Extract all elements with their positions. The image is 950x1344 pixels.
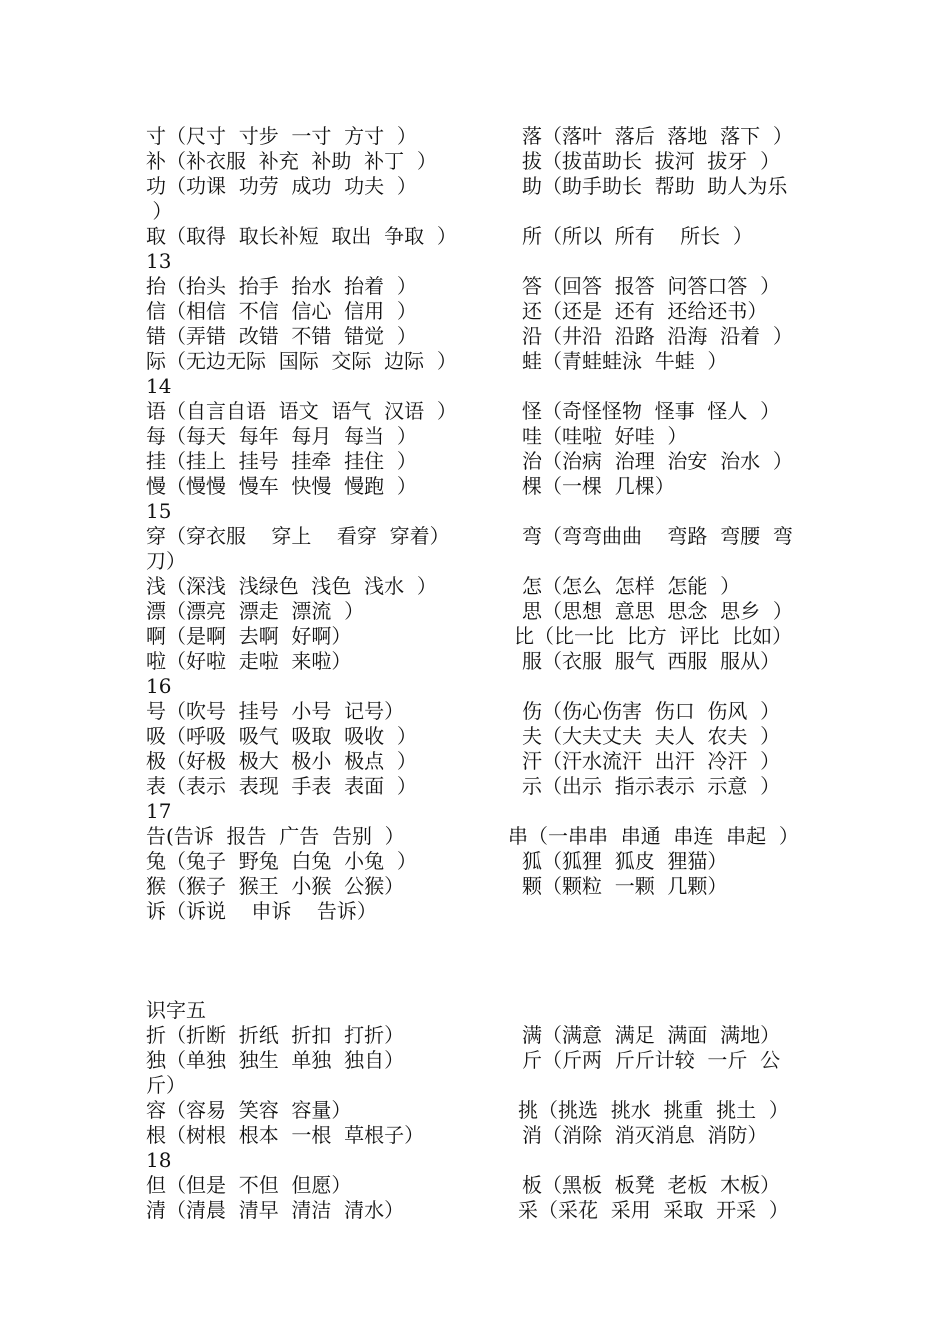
vocab-entry-left: 慢（慢慢 慢车 快慢 慢跑 ） [146,474,417,498]
vocab-entry-right: 哇（哇啦 好哇 ） [522,424,688,448]
vocab-entry-left: 猴（猴子 猴王 小猴 公猴） [146,874,405,898]
vocab-entry-right: 狐（狐狸 狐皮 狸猫） [522,849,728,873]
vocab-entry-right: 挑（挑选 挑水 挑重 挑土 ） [518,1098,789,1122]
vocab-entry-left: 诉（诉说 申诉 告诉） [146,899,377,923]
vocab-entry-right: 串（一串串 串通 串连 串起 ） [508,824,799,848]
vocab-entry-right: 汗（汗水流汗 出汗 冷汗 ） [522,749,781,773]
vocab-row [0,524,950,549]
vocab-entry-right: 斤（斤两 斤斤计较 一斤 公 [522,1048,781,1072]
vocab-entry-left: 信（相信 不信 信心 信用 ） [146,299,417,323]
vocab-row [0,1123,950,1148]
vocab-row [0,749,950,774]
vocab-row [0,1048,950,1073]
vocab-entry-right: 比（比一比 比方 评比 比如） [514,624,793,648]
vocab-entry-left: 寸（尺寸 寸步 一寸 方寸 ） [146,124,417,148]
vocab-row [0,699,950,724]
section-title: 识字五 [146,998,206,1022]
vocab-entry-left: 容（容易 笑容 容量） [146,1098,352,1122]
vocab-row [0,899,950,924]
vocab-entry-right: 怪（奇怪怪物 怪事 怪人 ） [522,399,781,423]
vocab-row [0,849,950,874]
vocab-entry-right: 落（落叶 落后 落地 落下 ） [522,124,793,148]
vocab-row-continuation [0,549,950,574]
vocab-entry-left: 告(告诉 报告 广告 告别 ） [146,824,405,848]
vocab-entry-left: 漂（漂亮 漂走 漂流 ） [146,599,365,623]
vocab-entry-right: 消（消除 消灭消息 消防） [522,1123,768,1147]
vocab-row [0,124,950,149]
vocab-row-continuation [0,1073,950,1098]
lesson-number: 17 [146,799,172,823]
vocab-entry-right: 答（回答 报答 问答口答 ） [522,274,781,298]
vocab-row [0,1173,950,1198]
vocab-entry-right: 蛙（青蛙蛙泳 牛蛙 ） [522,349,728,373]
vocab-entry-left: 斤） [146,1073,186,1097]
vocab-entry-left: 补（补衣服 补充 补助 补丁 ） [146,149,437,173]
vocab-entry-left: 际（无边无际 国际 交际 边际 ） [146,349,457,373]
vocab-entry-right: 板（黑板 板凳 老板 木板） [522,1173,781,1197]
vocab-row [0,149,950,174]
vocab-entry-right: 沿（井沿 沿路 沿海 沿着 ） [522,324,793,348]
vocab-row [0,324,950,349]
vocab-entry-left: 抬（抬头 抬手 抬水 抬着 ） [146,274,417,298]
vocab-entry-left: ） [146,199,173,223]
vocab-entry-left: 语（自言自语 语文 语气 汉语 ） [146,399,457,423]
vocab-row [0,1023,950,1048]
vocab-entry-left: 啦（好啦 走啦 来啦） [146,649,352,673]
vocab-entry-left: 挂（挂上 挂号 挂牵 挂住 ） [146,449,417,473]
vocab-row [0,299,950,324]
vocab-entry-left: 取（取得 取长补短 取出 争取 ） [146,224,457,248]
vocab-row [0,399,950,424]
vocab-entry-left: 折（折断 折纸 折扣 打折） [146,1023,405,1047]
vocab-entry-left: 刀） [146,549,186,573]
vocab-entry-left: 独（单独 独生 单独 独自） [146,1048,405,1072]
vocab-row [0,474,950,499]
vocab-row [0,174,950,199]
vocab-row [0,724,950,749]
vocab-entry-right: 示（出示 指示表示 示意 ） [522,774,781,798]
vocab-row [0,224,950,249]
vocab-entry-right: 拔（拔苗助长 拔河 拔牙 ） [522,149,781,173]
vocab-row [0,599,950,624]
vocab-entry-right: 满（满意 满足 满面 满地） [522,1023,781,1047]
vocab-entry-left: 清（清晨 清早 清洁 清水） [146,1198,405,1222]
vocab-entry-right: 服（衣服 服气 西服 服从） [522,649,781,673]
vocab-entry-left: 每（每天 每年 每月 每当 ） [146,424,417,448]
vocab-row [0,274,950,299]
vocab-entry-right: 所（所以 所有 所长 ） [522,224,753,248]
vocab-row [0,424,950,449]
vocab-entry-left: 根（树根 根本 一根 草根子） [146,1123,425,1147]
vocab-entry-right: 治（治病 治理 治安 治水 ） [522,449,793,473]
vocab-row [0,624,950,649]
vocab-entry-left: 极（好极 极大 极小 极点 ） [146,749,417,773]
vocab-entry-right: 夫（大夫丈夫 夫人 农夫 ） [522,724,781,748]
vocab-entry-left: 错（弄错 改错 不错 错觉 ） [146,324,417,348]
vocab-entry-left: 功（功课 功劳 成功 功夫 ） [146,174,417,198]
vocab-entry-left: 表（表示 表现 手表 表面 ） [146,774,417,798]
lesson-number: 18 [146,1148,172,1172]
vocab-row [0,824,950,849]
lesson-number: 15 [146,499,172,523]
vocab-entry-left: 浅（深浅 浅绿色 浅色 浅水 ） [146,574,437,598]
lesson-number: 16 [146,674,172,698]
vocab-entry-right: 伤（伤心伤害 伤口 伤风 ） [522,699,781,723]
vocab-row [0,574,950,599]
vocab-entry-left: 啊（是啊 去啊 好啊） [146,624,352,648]
vocab-entry-right: 采（采花 采用 采取 开采 ） [518,1198,789,1222]
vocab-entry-right: 怎（怎么 怎样 怎能 ） [522,574,741,598]
vocab-row [0,874,950,899]
vocab-row [0,1198,950,1223]
vocab-row [0,774,950,799]
vocab-row [0,649,950,674]
vocab-entry-right: 棵（一棵 几棵） [522,474,675,498]
vocab-entry-right: 颗（颗粒 一颗 几颗） [522,874,728,898]
vocab-entry-right: 助（助手助长 帮助 助人为乐 [522,174,788,198]
vocab-entry-left: 号（吹号 挂号 小号 记号） [146,699,405,723]
vocab-row-continuation [0,199,950,224]
vocab-row [0,449,950,474]
vocab-row [0,1098,950,1123]
vocab-entry-left: 吸（呼吸 吸气 吸取 吸收 ） [146,724,417,748]
lesson-number: 14 [146,374,172,398]
vocab-entry-left: 但（但是 不但 但愿） [146,1173,352,1197]
lesson-number: 13 [146,249,172,273]
vocab-entry-right: 思（思想 意思 思念 思乡 ） [522,599,793,623]
vocab-row [0,349,950,374]
vocab-entry-right: 弯（弯弯曲曲 弯路 弯腰 弯 [522,524,793,548]
vocab-entry-left: 兔（兔子 野兔 白兔 小兔 ） [146,849,417,873]
vocab-entry-left: 穿（穿衣服 穿上 看穿 穿着） [146,524,450,548]
vocab-entry-right: 还（还是 还有 还给还书） [522,299,768,323]
